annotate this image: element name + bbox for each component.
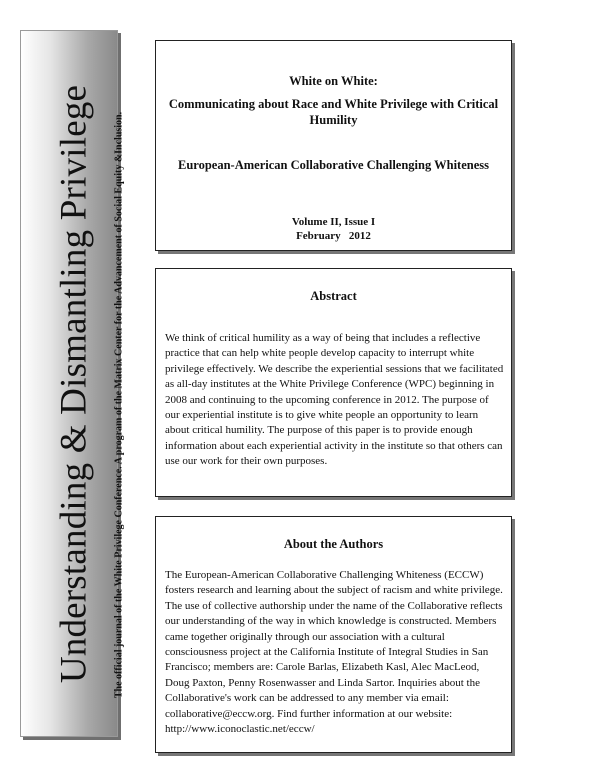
about-authors-box bbox=[155, 516, 512, 753]
title-box bbox=[155, 40, 512, 251]
issue-volume: Volume II, Issue I bbox=[291, 216, 376, 228]
journal-title: Understanding & Dismantling Privilege bbox=[53, 84, 95, 684]
about-heading: About the Authors bbox=[283, 537, 384, 551]
about-body: The European-American Collaborative Challenging Whiteness (ECCW) fosters research and learning about the subject of racism and white privilege. The use of collective authorship under the name of the Collaborative reflects our understanding of the way in which knowledge is constructed. Members came together originally through our association with a cultural consciousness project at the California Institute of Integral Studies in San Francisco; members are: Carole Barlas, Elizabeth Kasl, Alec MacLeod, Doug Paxton, Penny Rosenwasser and Linda Sartor. Inquiries about the Collaborative's work can be addressed to any member via email: collaborative@eccw.org. Find further information at our website: http://www.iconoclastic.net/eccw/ bbox=[165, 569, 503, 736]
article-title: White on White: bbox=[289, 74, 378, 88]
article-author: European-American Collaborative Challenging Whiteness bbox=[177, 158, 489, 172]
abstract-heading: Abstract bbox=[310, 289, 357, 303]
journal-subtitle: The official journal of the White Privilege Conference. A program of the Matrix Center for the Advancement of Social Equity &Inclusion. bbox=[113, 111, 125, 699]
abstract-box bbox=[155, 268, 512, 497]
issue-date: February 2012 bbox=[296, 230, 371, 242]
issue-info bbox=[156, 215, 511, 243]
abstract-body: We think of critical humility as a way of being that includes a reflective practice that can help white people develop capacity to interrupt white privilege effectively. We describe the experiential sessions that we facilitated as all-day institutes at the White Privilege Conference (WPC) beginning in 2008 and continuing to the upcoming conference in 2012. The purpose of our experiential institute is to give white people an opportunity to learn about critical humility. The purpose of this paper is to provide enough information about each experiential activity in the institute so that others can use our work for their own purposes. bbox=[165, 332, 504, 468]
article-subtitle: Communicating about Race and White Privilege with Critical Humility bbox=[168, 97, 499, 127]
journal-banner bbox=[20, 30, 125, 737]
